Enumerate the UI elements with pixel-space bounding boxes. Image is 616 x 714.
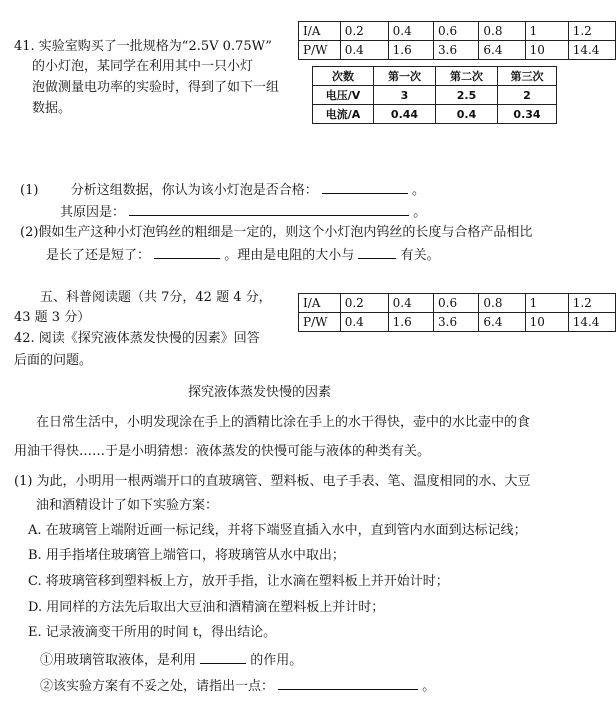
- q42-blank1-text-a: ①用玻璃管取液体，是利用: [40, 653, 197, 668]
- table-cell: P/W: [299, 41, 341, 60]
- q41-reason: [60, 202, 426, 222]
- q42-blank1-text-b: 的作用。: [250, 653, 303, 668]
- table-cell: 1: [525, 294, 568, 313]
- table-cell: 6.4: [479, 41, 525, 60]
- table-cell: 0.2: [340, 294, 388, 313]
- q42-blank1: [40, 650, 302, 670]
- step-d: D. 用同样的方法先后取出大豆油和酒精滴在塑料板上并计时；: [28, 600, 385, 615]
- table-cell: 3.6: [434, 313, 479, 332]
- table-cell: 6.4: [479, 313, 525, 332]
- step-a: A. 在玻璃管上端附近画一标记线，并将下端竖直插入水中，直到管内水面到达标记线；: [28, 523, 527, 538]
- table-cell: 0.4: [340, 313, 388, 332]
- table-cell: 0.34: [498, 105, 557, 124]
- section5-heading-line2: 43 题 3 分）: [14, 310, 91, 325]
- table-cell: 1.6: [388, 41, 433, 60]
- q41-sub2-text-a: 是长了还是短了：: [46, 248, 151, 263]
- q42-line2: 后面的问题。: [14, 353, 93, 368]
- table-cell: 1.2: [568, 294, 615, 313]
- table-row: [313, 86, 557, 105]
- q41-sub2-line1: (2)假如生产这种小灯泡钨丝的粗细是一定的，则这个小灯泡内钨丝的长度与合格产品相比: [20, 225, 533, 240]
- table-cell: 3: [374, 86, 436, 105]
- table-cell: 0.4: [340, 41, 388, 60]
- table-cell: 0.4: [388, 22, 433, 41]
- answer-blank[interactable]: [200, 650, 246, 664]
- table-cell: 0.4: [436, 105, 498, 124]
- table-cell: 2.5: [436, 86, 498, 105]
- table-cell: 1.2: [568, 22, 615, 41]
- table-header-cell: 第二次: [436, 67, 498, 86]
- q42-blank2: [40, 676, 435, 696]
- q41-sub2-text-b: 。理由是电阻的大小与: [224, 248, 355, 263]
- article-para1: 在日常生活中，小明发现涂在手上的酒精比涂在手上的水干得快，壶中的水比壶中的食: [36, 415, 531, 430]
- table-cell: 电压/V: [313, 86, 374, 105]
- table-cell: 14.4: [568, 313, 615, 332]
- table-cell: 0.6: [434, 294, 479, 313]
- step-e: E. 记录液滴变干所用的时间 t，得出结论。: [28, 625, 277, 640]
- q41-sub1: [20, 180, 425, 200]
- table-cell: 0.4: [388, 294, 433, 313]
- answer-blank[interactable]: [358, 245, 396, 259]
- q41-line2: 的小灯泡，某同学在利用其中一只小灯: [32, 59, 254, 74]
- answer-blank[interactable]: [154, 245, 220, 259]
- q42-sub1-line2: 油和酒精设计了如下实验方案：: [36, 498, 219, 513]
- table-cell: 1.6: [388, 313, 433, 332]
- q41-line1: 41. 实验室购买了一批规格为“2.5V 0.75W”: [14, 39, 272, 54]
- article-title: 探究液体蒸发快慢的因素: [188, 385, 332, 400]
- table-cell: P/W: [299, 313, 341, 332]
- current-power-table-top: [298, 21, 616, 60]
- q41-line3: 泡做测量电功率的实验时，得到了如下一组: [32, 80, 280, 95]
- answer-blank[interactable]: [322, 180, 408, 194]
- table-row: [299, 294, 616, 313]
- table-cell: 0.2: [340, 22, 388, 41]
- current-power-table-bottom: [298, 293, 616, 332]
- table-row: [313, 105, 557, 124]
- table-cell: I/A: [299, 22, 341, 41]
- table-cell: 0.8: [479, 22, 525, 41]
- table-header-cell: 第三次: [498, 67, 557, 86]
- step-b: B. 用手指堵住玻璃管上端管口，将玻璃管从水中取出；: [28, 548, 345, 563]
- q42-line1: 42. 阅读《探究液体蒸发快慢的因素》回答: [14, 331, 260, 346]
- table-cell: I/A: [299, 294, 341, 313]
- table-cell: 1: [525, 22, 568, 41]
- q41-sub2-text-c: 有关。: [400, 248, 440, 263]
- q42-sub1-line1: (1) 为此，小明用一根两端开口的直玻璃管、塑料板、电子手表、笔、温度相同的水、大豆: [14, 474, 531, 489]
- table-row: [299, 313, 616, 332]
- table-cell: 电流/A: [313, 105, 374, 124]
- answer-blank[interactable]: [129, 202, 409, 216]
- q42-blank2-text: ②该实验方案有不妥之处，请指出一点：: [40, 679, 275, 694]
- step-c: C. 将玻璃管移到塑料板上方，放开手指，让水滴在塑料板上并开始计时；: [28, 574, 449, 589]
- table-header-cell: 第一次: [374, 67, 436, 86]
- table-row: [299, 41, 616, 60]
- section5-heading-line1: 五、科普阅读题（共 7分，42 题 4 分，: [40, 290, 272, 305]
- table-cell: 0.44: [374, 105, 436, 124]
- q41-sub2-line2: [46, 245, 440, 265]
- trial-data-table: [312, 66, 557, 124]
- q41-sub1-text: 分析这组数据，你认为该小灯泡是否合格：: [70, 183, 318, 198]
- q41-reason-label: 其原因是：: [60, 205, 126, 220]
- table-cell: 0.8: [479, 294, 525, 313]
- table-cell: 0.6: [434, 22, 479, 41]
- table-cell: 3.6: [434, 41, 479, 60]
- table-header-row: [313, 67, 557, 86]
- q41-line4: 数据。: [32, 101, 72, 116]
- table-row: [299, 22, 616, 41]
- table-cell: 14.4: [568, 41, 615, 60]
- period: 。: [412, 183, 426, 198]
- period: 。: [422, 679, 436, 694]
- table-cell: 10: [525, 41, 568, 60]
- q41-sub1-label: (1): [20, 183, 39, 198]
- table-cell: 2: [498, 86, 557, 105]
- article-para2: 用油干得快……于是小明猜想：液体蒸发的快慢可能与液体的种类有关。: [14, 444, 431, 459]
- table-cell: 10: [525, 313, 568, 332]
- answer-blank[interactable]: [278, 676, 418, 690]
- table-header-cell: 次数: [313, 67, 374, 86]
- period: 。: [413, 205, 427, 220]
